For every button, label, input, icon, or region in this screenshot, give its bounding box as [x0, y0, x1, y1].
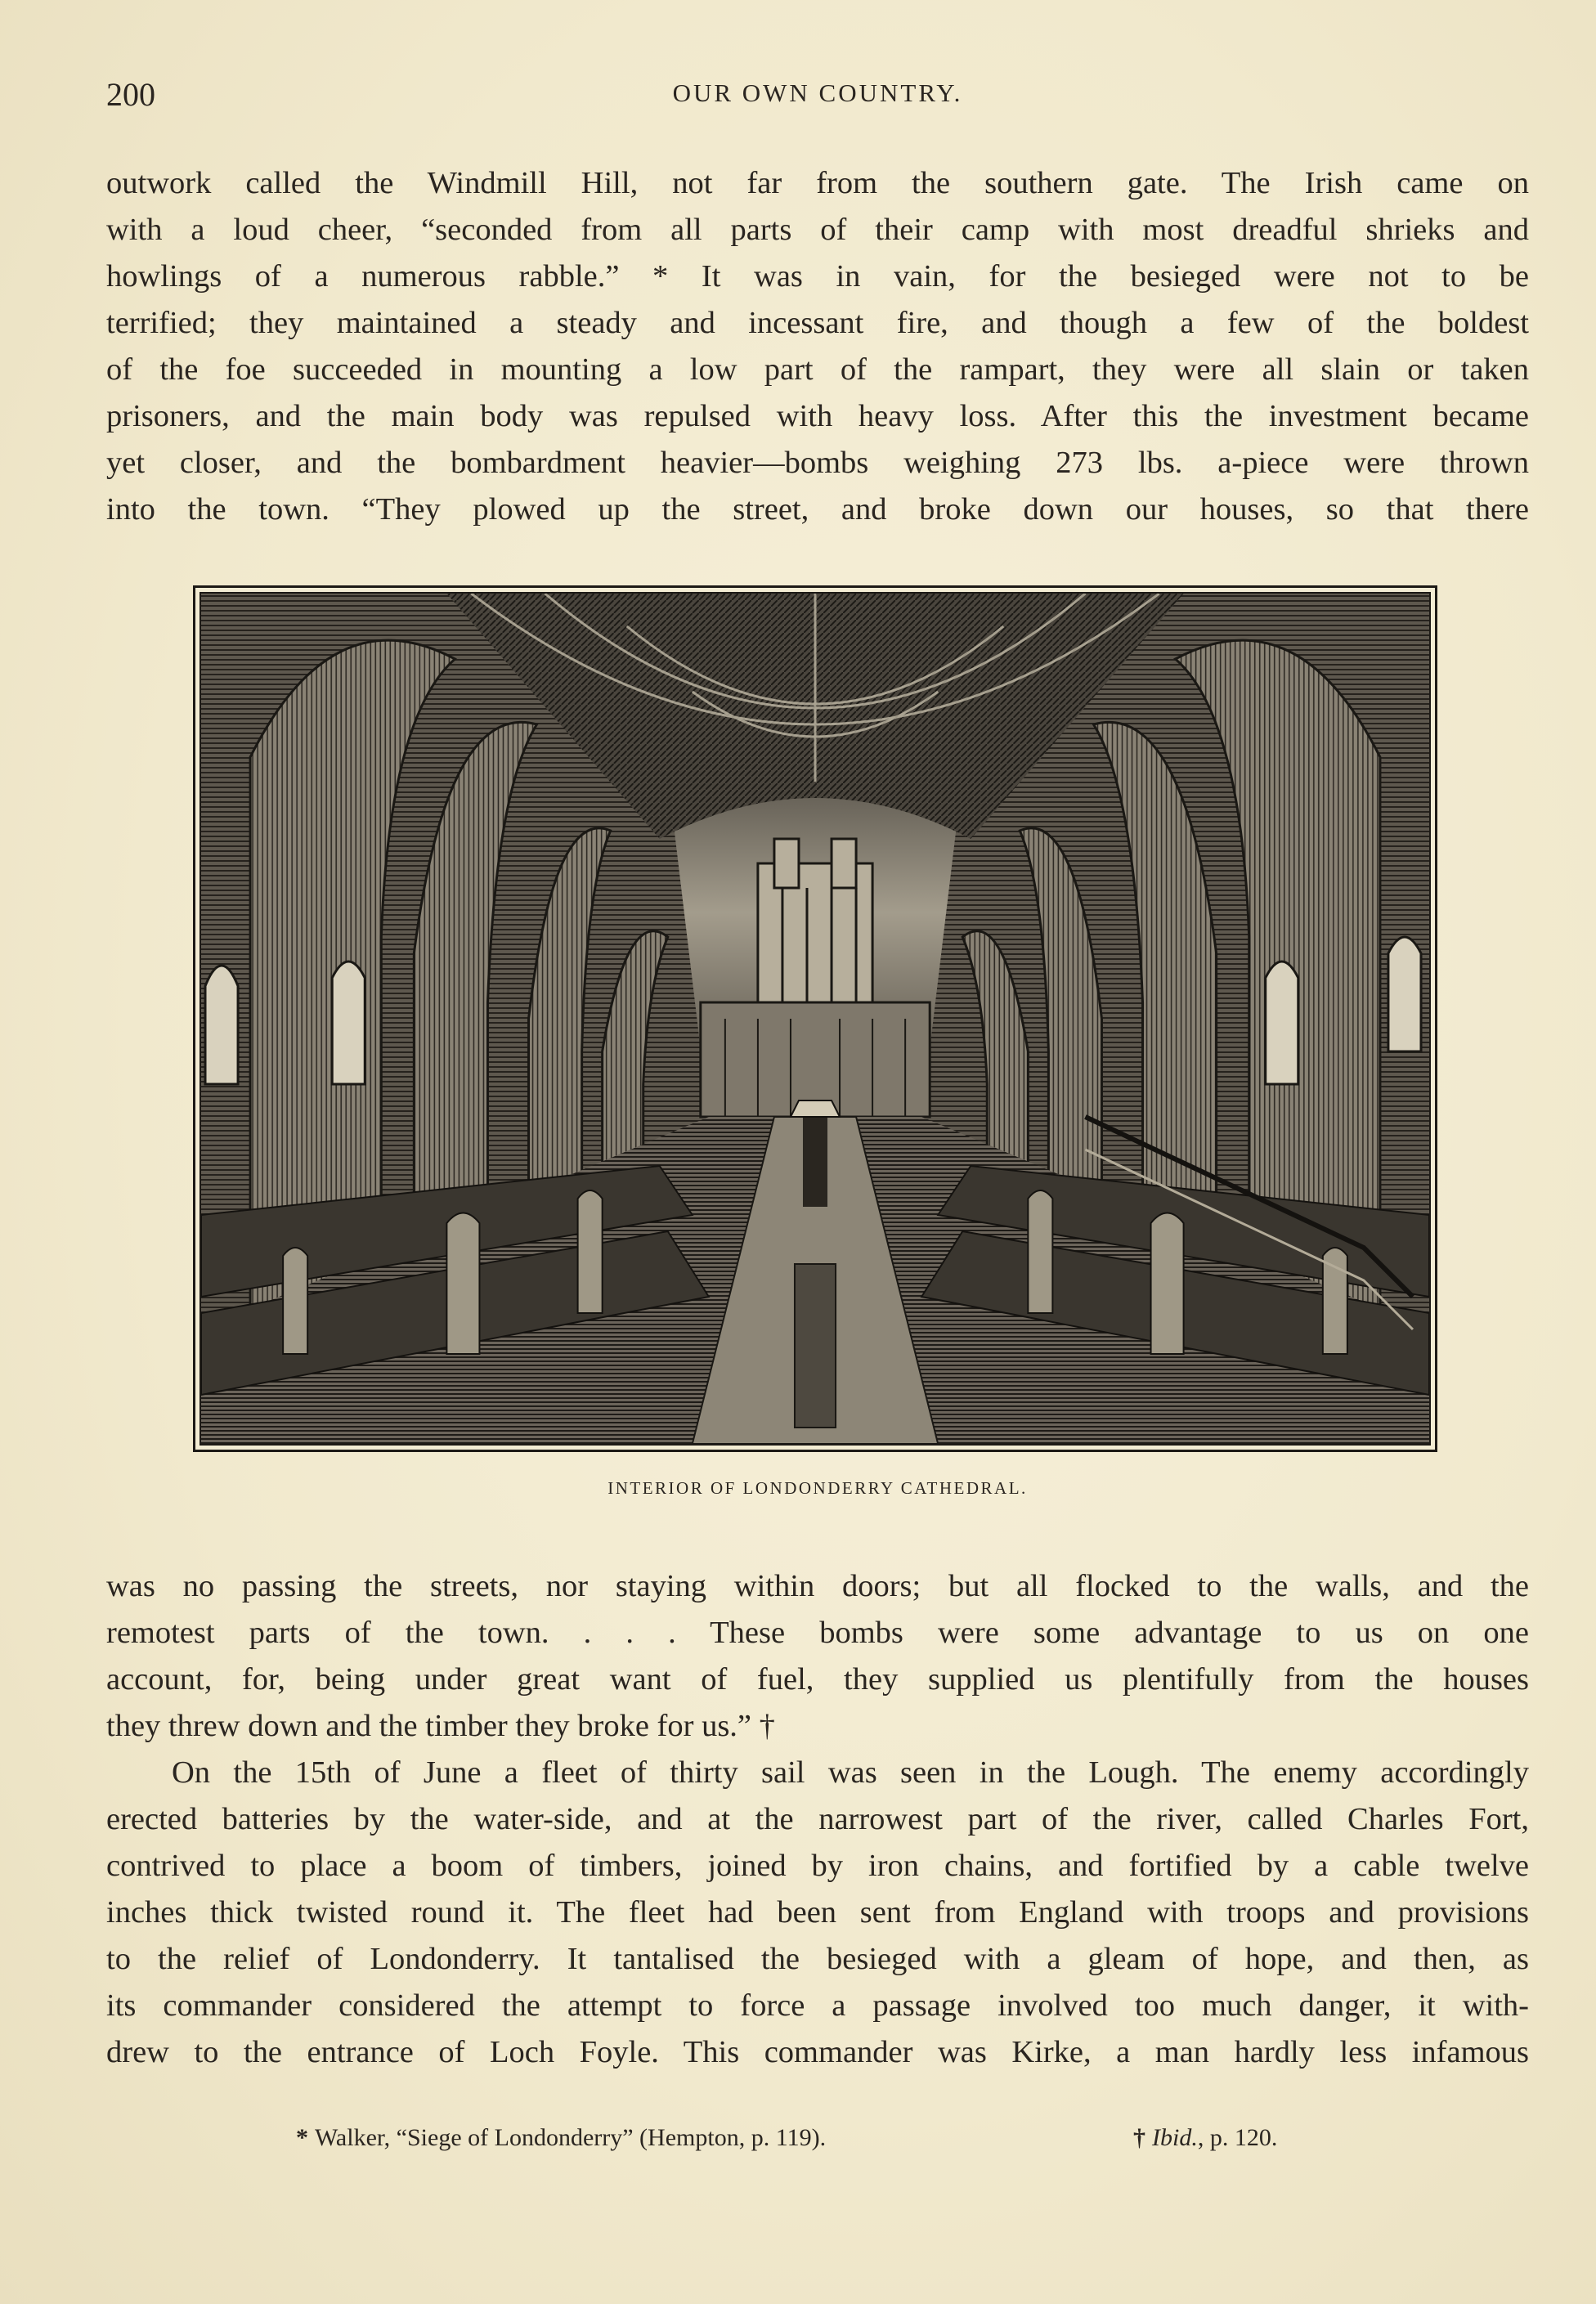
text-line: outwork called the Windmill Hill, not far from the southern gate. The Irish came on — [106, 166, 1529, 200]
text-line: drew to the entrance of Loch Foyle. This commander was Kirke, a man hardly less infamous — [106, 2035, 1529, 2069]
text-line: with a loud cheer, “seconded from all parts of their camp with most dreadful shrieks and — [106, 213, 1529, 247]
text-line: they threw down and the timber they broke for us.” † — [106, 1709, 775, 1743]
cathedral-interior-engraving — [201, 594, 1429, 1444]
text-line: to the relief of Londonderry. It tantalised the besieged with a gleam of hope, and then, as — [106, 1942, 1529, 1976]
text-line: into the town. “They plowed up the street, and broke down our houses, so that there — [106, 492, 1529, 527]
text-line: inches thick twisted round it. The fleet had been sent from England with troops and provisions — [106, 1895, 1529, 1930]
text-line: account, for, being under great want of fuel, they supplied us plentifully from the houses — [106, 1662, 1529, 1697]
text-line: howlings of a numerous rabble.” * It was in vain, for the besieged were not to be — [106, 259, 1529, 294]
text-line: terrified; they maintained a steady and incessant fire, and though a few of the boldest — [106, 306, 1529, 340]
text-line: was no passing the streets, nor staying within doors; but all flocked to the walls, and the — [106, 1569, 1529, 1603]
text-line: of the foe succeeded in mounting a low part of the rampart, they were all slain or taken — [106, 352, 1529, 387]
footnote-text: , p. 120. — [1197, 2124, 1278, 2151]
running-head — [106, 75, 1529, 124]
text-line: erected batteries by the water-side, and at the narrowest part of the river, called Charles Fort, — [106, 1802, 1529, 1836]
footnote-text: Walker, “Siege of Londonderry” (Hempton, p. 119). — [315, 2124, 827, 2151]
figure-caption: INTERIOR OF LONDONDERRY CATHEDRAL. — [607, 1478, 1028, 1498]
text-line: its commander considered the attempt to force a passage involved too much danger, it with- — [106, 1988, 1529, 2023]
text-line: On the 15th of June a fleet of thirty sail was seen in the Lough. The enemy accordingly — [172, 1755, 1529, 1790]
footnote-mark: * — [296, 2124, 308, 2151]
footnote-1 — [296, 2124, 826, 2152]
cathedral-illustration — [193, 585, 1437, 1452]
body-text-top — [106, 160, 1529, 533]
text-line: yet closer, and the bombardment heavier—bombs weighing 273 lbs. a-piece were thrown — [106, 446, 1529, 480]
text-line: contrived to place a boom of timbers, joined by iron chains, and fortified by a cable twelve — [106, 1849, 1529, 1883]
footnotes — [106, 2124, 1529, 2157]
footnote-mark: † — [1133, 2124, 1145, 2151]
page-number: 200 — [106, 76, 155, 113]
footnote-2 — [1133, 2124, 1277, 2152]
engraving — [200, 592, 1431, 1446]
footnote-ibid: Ibid. — [1152, 2124, 1198, 2151]
text-line: prisoners, and the main body was repulsed with heavy loss. After this the investment became — [106, 399, 1529, 433]
running-title: OUR OWN COUNTRY. — [672, 78, 963, 107]
body-text-bottom — [106, 1563, 1529, 2076]
text-line: remotest parts of the town. . . . These bombs were some advantage to us on one — [106, 1616, 1529, 1650]
